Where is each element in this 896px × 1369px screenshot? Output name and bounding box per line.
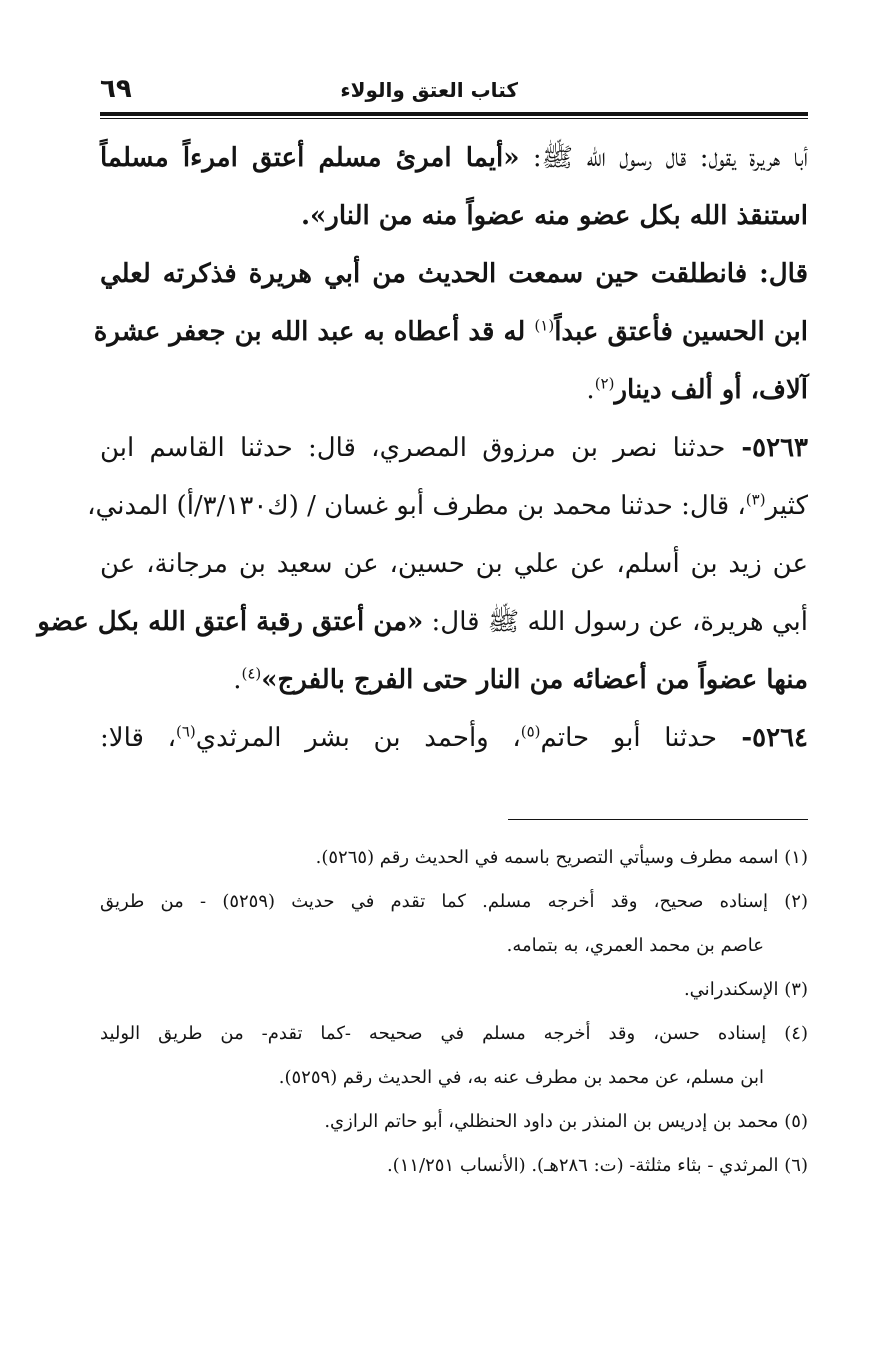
page-number: ٦٩ <box>100 74 132 104</box>
footnote-marker: (٣) <box>745 490 766 509</box>
footnote-2: (٢) إسناده صحيح، وقد أخرجه مسلم. كما تقدم في حديث (٥٢٥٩) - من طريق <box>100 891 808 912</box>
isnad-text: ، قال: حدثنا محمد بن مطرف أبو غسان / (ك٣/١٣٠/أ) المدني، <box>87 491 746 521</box>
header-rule-thick <box>100 112 808 116</box>
isnad-text: ، وأحمد بن بشر المرثدي <box>195 723 521 753</box>
punctuation: . <box>233 665 242 695</box>
hadith-text: منها عضواً من أعضائه من النار حتى الفرج بالفرج» <box>261 665 808 695</box>
punctuation: . <box>586 375 595 405</box>
text-line-7 <box>87 477 808 535</box>
hadith-number: ٥٢٦٣- <box>725 433 809 463</box>
isnad-text: أبي هريرة، عن رسول الله ﷺ قال: <box>423 607 808 637</box>
text-line-9 <box>37 593 808 651</box>
header-rule-thin <box>100 118 808 119</box>
footnote-5: (٥) محمد بن إدريس بن المنذر بن داود الحنظلي، أبو حاتم الرازي. <box>324 1111 808 1132</box>
isnad-text: كثير <box>765 491 808 521</box>
text-line-3 <box>100 245 808 303</box>
footnotes <box>100 836 808 1188</box>
footnote-marker: (٦) <box>175 722 196 741</box>
footnote-marker: (١) <box>534 316 555 335</box>
text-line-6 <box>100 419 808 477</box>
footnote-separator <box>508 819 808 820</box>
isnad-text: حدثنا أبو حاتم <box>540 723 717 753</box>
text-line-10 <box>100 651 808 709</box>
text-line-4 <box>93 303 808 361</box>
hadith-text: «أيما امرئ مسلم أعتق امرءاً مسلماً <box>100 143 520 173</box>
hadith-text: قال: فانطلقت حين سمعت الحديث من أبي هريرة فذكرته لعلي <box>100 259 808 289</box>
chapter-title: كتاب العتق والولاء <box>340 78 518 102</box>
footnote-marker: (٢) <box>594 374 615 393</box>
running-header <box>100 72 808 110</box>
footnote-6: (٦) المرثدي - بثاء مثلثة- (ت: ٢٨٦هـ). (الأنساب ١١/٢٥١). <box>386 1155 808 1176</box>
footnote-1: (١) اسمه مطرف وسيأتي التصريح باسمه في الحديث رقم (٥٢٦٥). <box>315 847 808 868</box>
footnote-4-continued: ابن مسلم، عن محمد بن مطرف عنه به، في الحديث رقم (٥٢٥٩). <box>278 1067 764 1088</box>
hadith-text: ابن الحسين فأعتق عبداً <box>554 317 808 347</box>
hadith-text: آلاف، أو ألف دينار <box>614 375 808 405</box>
footnote-marker: (٥) <box>520 722 541 741</box>
hadith-text: له قد أعطاه به عبد الله بن جعفر عشرة <box>93 317 535 347</box>
text-line-2 <box>100 187 808 245</box>
hadith-text: استنقذ الله بكل عضو منه عضواً منه من النار». <box>300 201 808 231</box>
isnad-text: ، قالا: <box>100 723 176 753</box>
isnad-text: حدثنا نصر بن مرزوق المصري، قال: حدثنا القاسم ابن <box>100 433 726 463</box>
hadith-number: ٥٢٦٤- <box>716 723 809 753</box>
narration-text: أبا هريرة يقول: قال رسول الله ﷺ: <box>519 143 808 173</box>
book-page <box>37 72 809 1188</box>
footnote-marker: (٤) <box>241 664 262 683</box>
footnote-3: (٣) الإسكندراني. <box>683 979 808 1000</box>
hadith-text: «من أعتق رقبة أعتق الله بكل عضو <box>37 607 424 637</box>
text-line-11 <box>100 709 808 767</box>
main-text <box>37 129 809 767</box>
footnote-4: (٤) إسناده حسن، وقد أخرجه مسلم في صحيحه -كما تقدم- من طريق الوليد <box>100 1023 808 1044</box>
text-line-5 <box>100 361 808 419</box>
text-line-1 <box>100 129 808 187</box>
footnote-2-continued: عاصم بن محمد العمري، به بتمامه. <box>506 935 764 956</box>
text-line-8 <box>100 535 808 593</box>
isnad-text: عن زيد بن أسلم، عن علي بن حسين، عن سعيد بن مرجانة، عن <box>100 549 808 579</box>
